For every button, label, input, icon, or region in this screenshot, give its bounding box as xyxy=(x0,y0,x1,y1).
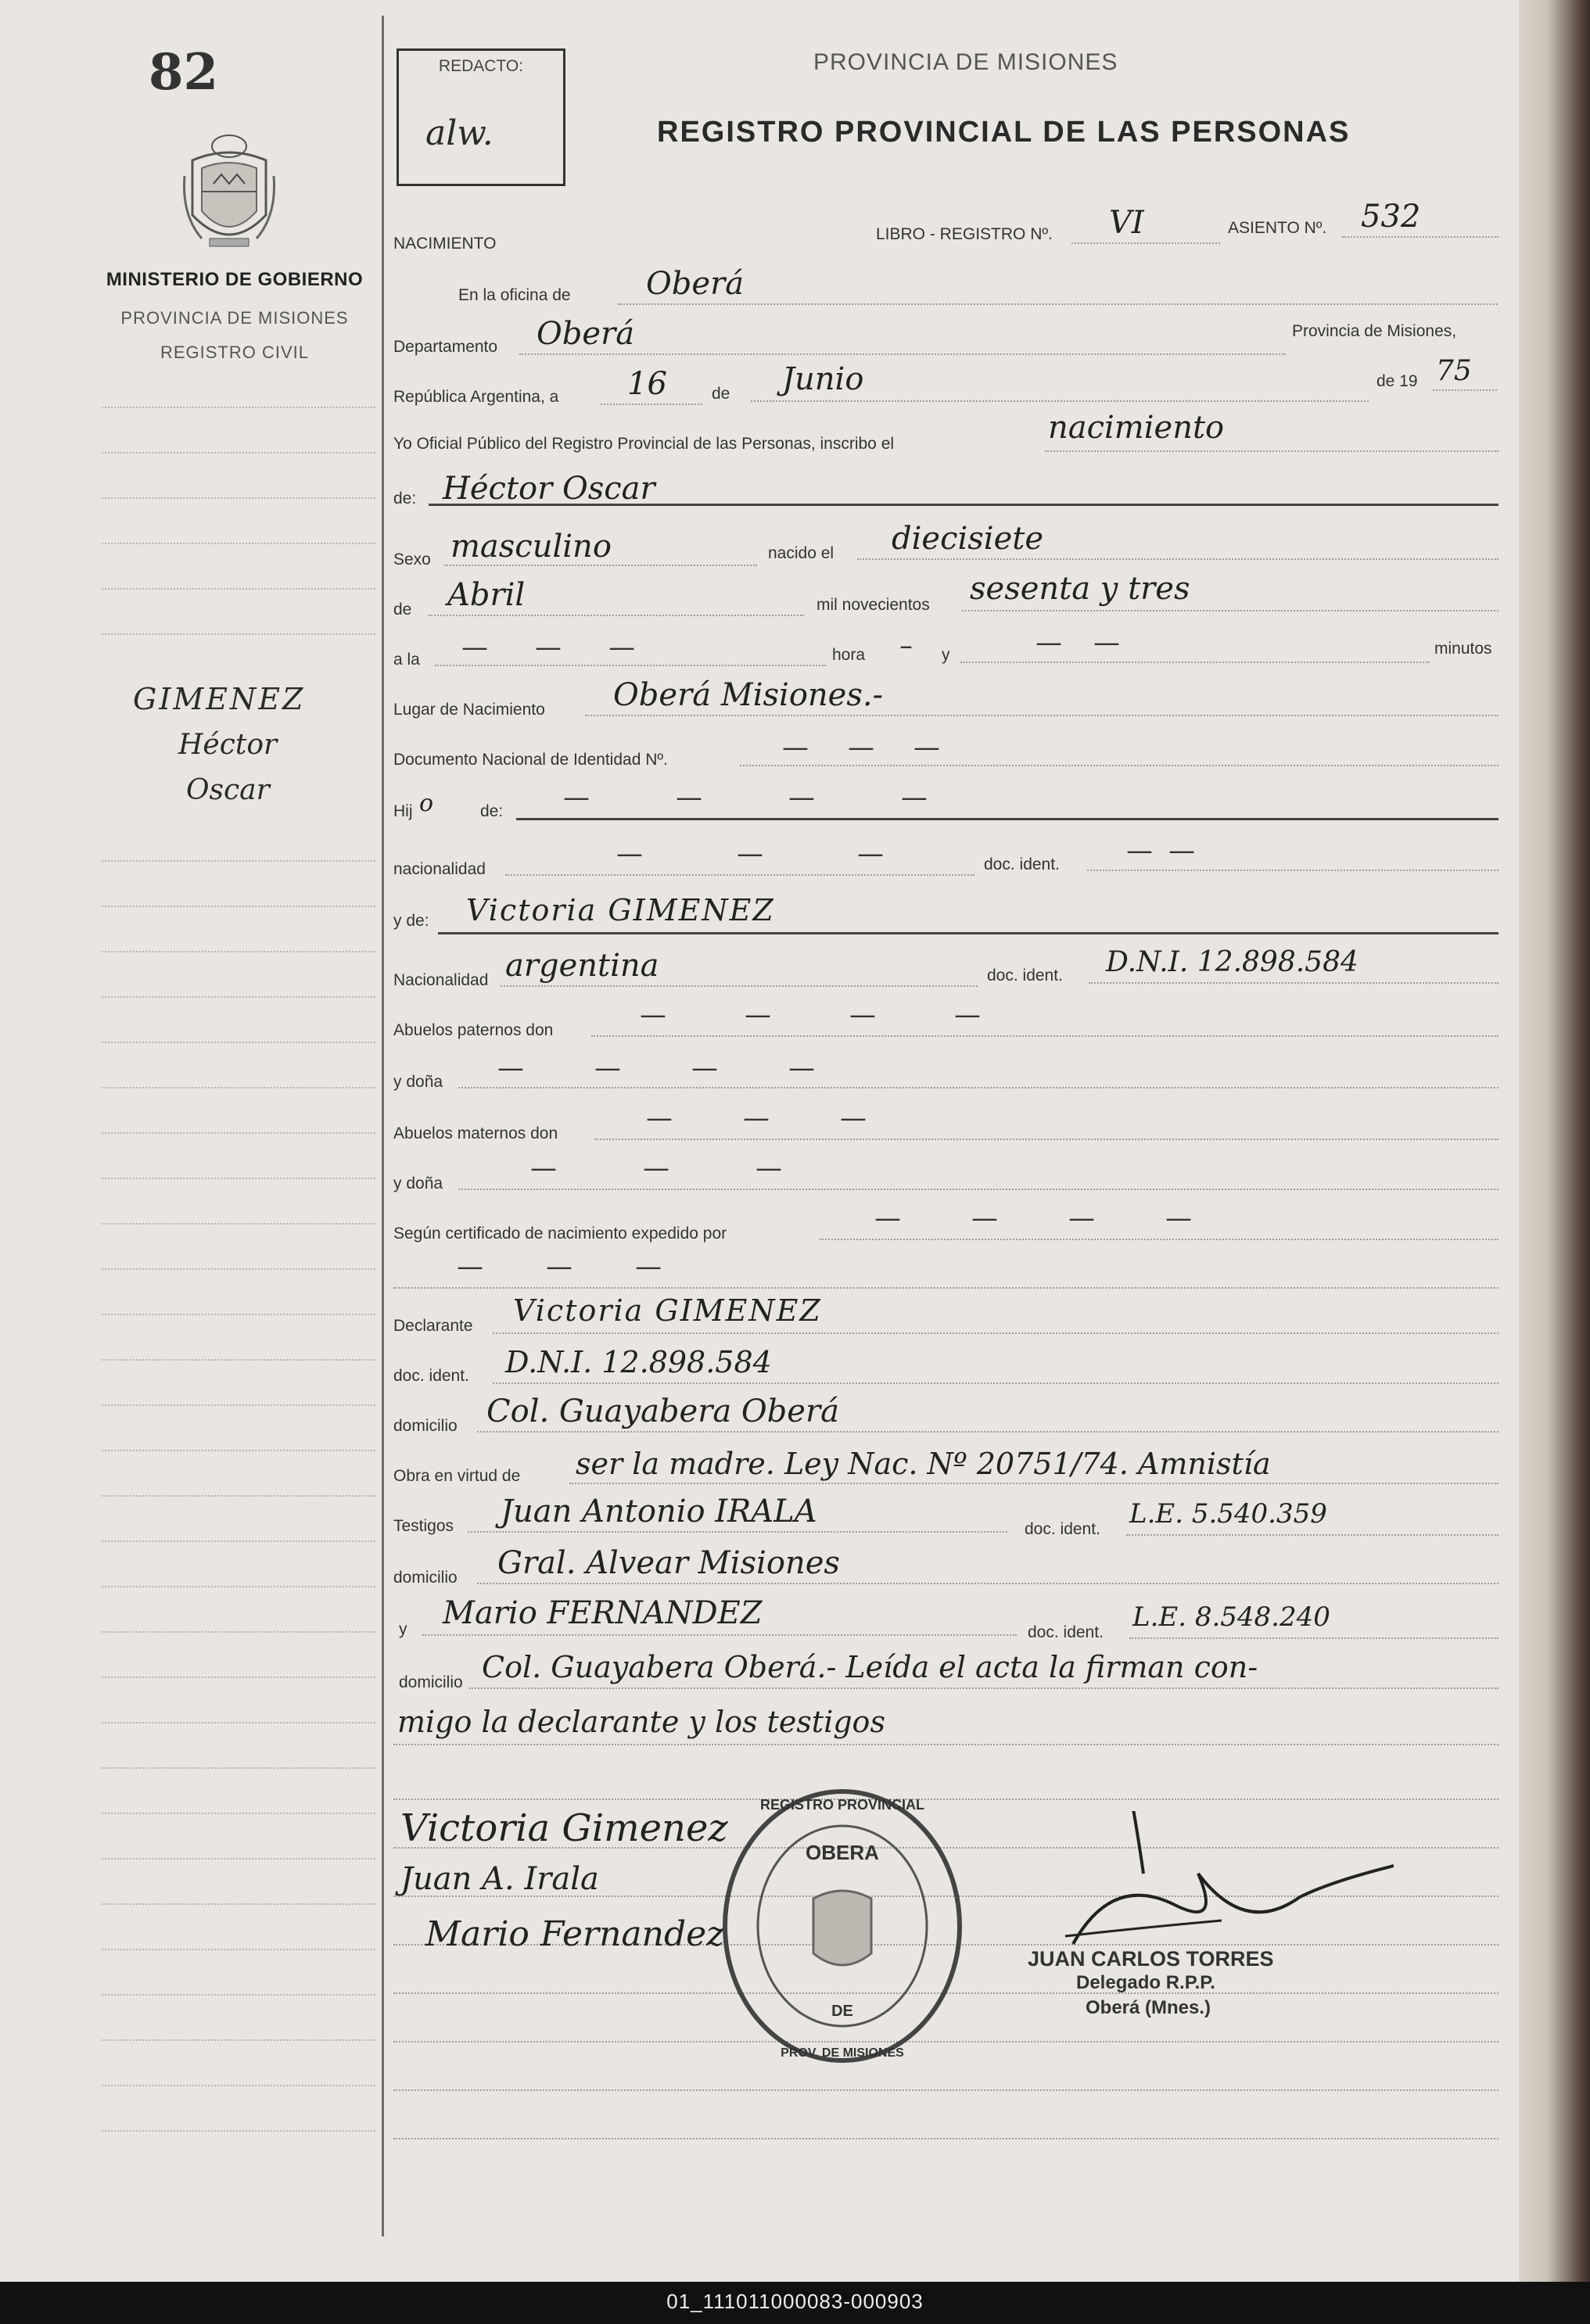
redacto-label: REDACTO: xyxy=(438,57,524,75)
minutos-dashes: —— xyxy=(1035,627,1151,658)
registry-title: REGISTRO PROVINCIAL DE LAS PERSONAS xyxy=(657,116,1351,149)
testigo2-doc-value: L.E. 8.548.240 xyxy=(1132,1601,1330,1633)
signature-witness-2: Mario Fernandez xyxy=(425,1914,725,1954)
blank-line xyxy=(393,2138,1498,2139)
minutos-label: minutos xyxy=(1434,640,1492,658)
margin-rule xyxy=(102,497,375,499)
margin-rule xyxy=(102,1677,375,1678)
doc-ident2-line xyxy=(1089,982,1498,984)
margin-rule xyxy=(102,1858,375,1860)
margin-rule xyxy=(102,1994,375,1996)
nacionalidad-label: nacionalidad xyxy=(393,860,486,878)
margin-rule xyxy=(102,1359,375,1361)
margin-rule xyxy=(102,1132,375,1134)
mes-nac-value: Abril xyxy=(447,577,526,613)
mes-de-label: de xyxy=(393,601,412,619)
mil-label: mil novecientos xyxy=(817,596,930,614)
acto-value: nacimiento xyxy=(1048,410,1225,446)
testigo1-doc-line xyxy=(1126,1534,1498,1536)
svg-text:DE: DE xyxy=(831,2003,853,2020)
segun-line-2 xyxy=(393,1287,1498,1289)
svg-text:PROV. DE MISIONES: PROV. DE MISIONES xyxy=(781,2046,904,2060)
anio-line xyxy=(962,610,1498,611)
signature-declarante: Victoria Gimenez xyxy=(400,1806,728,1850)
y2-label: y xyxy=(399,1620,407,1638)
margin-line xyxy=(382,16,384,2236)
nacionalidad2-value: argentina xyxy=(505,948,659,984)
margin-rule xyxy=(102,1404,375,1406)
y-dona-label: y doña xyxy=(393,1073,443,1091)
segun-line xyxy=(820,1239,1498,1240)
margin-rule xyxy=(102,1631,375,1633)
oficina-label: En la oficina de xyxy=(458,286,571,304)
margin-rule xyxy=(102,1042,375,1043)
margin-rule xyxy=(102,452,375,454)
margin-rule xyxy=(102,1223,375,1225)
sexo-label: Sexo xyxy=(393,551,431,568)
y-dona-dashes: ———— xyxy=(497,1053,885,1084)
svg-text:OBERA: OBERA xyxy=(806,1841,879,1864)
province-header: PROVINCIA DE MISIONES xyxy=(813,49,1118,75)
margin-rule xyxy=(102,1314,375,1315)
departamento-value: Oberá xyxy=(537,316,635,352)
hijo-label: Hij xyxy=(393,802,413,820)
margin-rule xyxy=(102,1495,375,1497)
coat-of-arms-icon xyxy=(178,129,280,254)
margin-rule xyxy=(102,1540,375,1542)
dom1-line xyxy=(477,1583,1498,1584)
oficial-label: Yo Oficial Público del Registro Provincial de las Personas, inscribo el xyxy=(393,435,895,453)
year-label: de 19 xyxy=(1376,372,1418,390)
anio-nac-value: sesenta y tres xyxy=(970,571,1190,607)
a-la-line xyxy=(435,665,826,666)
margin-rule xyxy=(102,1903,375,1905)
margin-rule xyxy=(102,1268,375,1270)
madre-line xyxy=(438,932,1498,934)
margin-rule xyxy=(102,1813,375,1814)
margin-rule xyxy=(102,1178,375,1179)
republica-label: República Argentina, a xyxy=(393,388,559,406)
de-label: de xyxy=(712,385,730,403)
domicilio-value: Col. Guayabera Oberá xyxy=(486,1393,839,1429)
testigo2-value: Mario FERNANDEZ xyxy=(443,1595,763,1631)
day-value: 16 xyxy=(627,366,667,402)
registry-stamp-icon xyxy=(713,1781,971,2071)
margin-rule xyxy=(102,860,375,862)
nacionalidad-dashes: ——— xyxy=(616,838,978,870)
abuelos-pat-label: Abuelos paternos don xyxy=(393,1021,554,1039)
doc-ident-label: doc. ident. xyxy=(984,855,1060,873)
margin-rule xyxy=(102,2130,375,2132)
a-la-dashes: ——— xyxy=(461,632,682,663)
y-dona2-line xyxy=(458,1189,1498,1190)
margin-rule xyxy=(102,1586,375,1587)
y-de-label: y de: xyxy=(393,912,429,930)
nacionalidad2-label: Nacionalidad xyxy=(393,971,489,989)
madre-value: Victoria GIMENEZ xyxy=(466,893,775,927)
doc-ident2-value: D.N.I. 12.898.584 xyxy=(1106,946,1358,978)
padre-dashes: ———— xyxy=(563,782,1014,813)
ministry-label: MINISTERIO DE GOBIERNO xyxy=(106,269,364,290)
officer-signature-icon xyxy=(1018,1811,1394,1967)
margin-rule xyxy=(102,407,375,408)
civil-registry-label: REGISTRO CIVIL xyxy=(160,343,310,362)
dom1-value: Gral. Alvear Misiones xyxy=(497,1545,840,1581)
doc-ident-dashes: —— xyxy=(1126,835,1211,866)
day-line xyxy=(601,403,702,405)
page-edge xyxy=(1519,0,1590,2282)
asiento-line xyxy=(1342,236,1498,238)
padre-line xyxy=(516,818,1498,820)
lugar-value: Oberá Misiones.- xyxy=(613,677,884,713)
obra-label: Obra en virtud de xyxy=(393,1467,521,1485)
nacionalidad-line xyxy=(505,874,974,876)
province-label: PROVINCIA DE MISIONES xyxy=(120,308,349,328)
testigo1-doc-label: doc. ident. xyxy=(1025,1520,1100,1538)
year-value: 75 xyxy=(1436,355,1472,387)
y-dona-line xyxy=(458,1087,1498,1088)
margin-rule xyxy=(102,1767,375,1769)
dni-line xyxy=(740,765,1498,766)
image-caption: 01_111011000083-000903 xyxy=(666,2290,924,2313)
doc-ident2-label: doc. ident. xyxy=(987,967,1063,984)
dom2-line xyxy=(469,1687,1498,1689)
margin-rule xyxy=(102,1087,375,1088)
segun-label: Según certificado de nacimiento expedido por xyxy=(393,1225,727,1243)
testigos-label: Testigos xyxy=(393,1517,454,1535)
dom2-line-2 xyxy=(393,1744,1498,1745)
redacto-initials: alw. xyxy=(425,113,494,153)
segun-dashes-2: ——— xyxy=(457,1251,724,1282)
testigo1-value: Juan Antonio IRALA xyxy=(501,1494,817,1530)
nacionalidad2-line xyxy=(501,985,978,987)
signature-witness-1: Juan A. Irala xyxy=(400,1861,599,1897)
nacido-line xyxy=(857,558,1498,560)
obra-value: ser la madre. Ley Nac. Nº 20751/74. Amnistía xyxy=(576,1447,1271,1481)
declarante-value: Victoria GIMENEZ xyxy=(513,1293,822,1328)
svg-text:REGISTRO PROVINCIAL: REGISTRO PROVINCIAL xyxy=(759,1797,925,1813)
hijo-de-label: de: xyxy=(480,802,504,820)
dom2-value: Col. Guayabera Oberá.- Leída el acta la firman con- xyxy=(482,1650,1258,1684)
year-line xyxy=(1433,389,1497,391)
decl-doc-value: D.N.I. 12.898.584 xyxy=(505,1345,772,1379)
testigo1-doc-value: L.E. 5.540.359 xyxy=(1129,1498,1327,1530)
month-value: Junio xyxy=(782,361,864,397)
margin-rule xyxy=(102,2039,375,2041)
dni-dashes: ——— xyxy=(782,732,979,763)
lugar-line xyxy=(585,715,1498,716)
nacimiento-label: NACIMIENTO xyxy=(393,235,497,253)
margin-middle-name: Oscar xyxy=(186,774,270,806)
asiento-label: ASIENTO Nº. xyxy=(1228,219,1327,237)
decl-doc-line xyxy=(493,1383,1498,1384)
mes-line xyxy=(429,615,804,616)
acto-line xyxy=(1045,450,1498,452)
departamento-label: Departamento xyxy=(393,338,498,356)
libro-value: VI xyxy=(1109,205,1144,241)
minutos-line xyxy=(960,662,1430,663)
month-line xyxy=(751,400,1369,402)
page-number: 82 xyxy=(149,43,219,102)
officer-title: Delegado R.P.P. xyxy=(1076,1972,1215,1993)
hora-label: hora xyxy=(832,646,866,664)
hora-dash: – xyxy=(899,630,913,662)
abuelos-mat-label: Abuelos maternos don xyxy=(393,1124,558,1142)
dom2-label: domicilio xyxy=(399,1673,463,1691)
sexo-line xyxy=(444,565,757,566)
abuelos-mat-dashes: ——— xyxy=(646,1103,937,1134)
margin-first-name: Héctor xyxy=(178,729,278,761)
dom1-label: domicilio xyxy=(393,1569,458,1587)
officer-name: JUAN CARLOS TORRES xyxy=(1028,1947,1274,1971)
declarante-line xyxy=(493,1332,1498,1334)
sexo-value: masculino xyxy=(450,529,612,565)
segun-dashes: ———— xyxy=(874,1203,1262,1234)
y-label: y xyxy=(942,646,950,664)
margin-rule xyxy=(102,951,375,952)
asiento-value: 532 xyxy=(1361,199,1421,235)
nacido-label: nacido el xyxy=(768,544,834,562)
margin-rule xyxy=(102,543,375,544)
a-la-label: a la xyxy=(393,651,420,669)
margin-rule xyxy=(102,1949,375,1950)
decl-doc-label: doc. ident. xyxy=(393,1367,469,1385)
margin-rule xyxy=(102,906,375,907)
testigo1-line xyxy=(468,1531,1007,1533)
hijo-suffix: o xyxy=(419,790,434,817)
obra-line xyxy=(569,1483,1498,1484)
libro-line xyxy=(1071,242,1220,244)
margin-surname: GIMENEZ xyxy=(133,682,306,716)
blank-line xyxy=(393,2089,1498,2091)
dni-label: Documento Nacional de Identidad Nº. xyxy=(393,751,668,769)
margin-rule xyxy=(102,1722,375,1723)
abuelos-pat-dashes: ———— xyxy=(640,999,1059,1031)
libro-label: LIBRO - REGISTRO Nº. xyxy=(876,225,1053,243)
margin-rule xyxy=(102,996,375,998)
provincia-label: Provincia de Misiones, xyxy=(1292,322,1457,340)
abuelos-pat-line xyxy=(591,1035,1498,1037)
domicilio-line xyxy=(477,1431,1498,1433)
margin-rule xyxy=(102,588,375,590)
declarante-label: Declarante xyxy=(393,1317,473,1335)
nacido-value: diecisiete xyxy=(892,521,1044,557)
dom2-continued: migo la declarante y los testigos xyxy=(397,1705,885,1739)
testigo2-line xyxy=(422,1634,1017,1636)
officer-place: Oberá (Mnes.) xyxy=(1086,1997,1211,2018)
y-dona2-label: y doña xyxy=(393,1175,443,1192)
doc-ident-line xyxy=(1087,870,1498,871)
oficina-line xyxy=(618,303,1498,305)
nombre-de-label: de: xyxy=(393,490,417,507)
margin-rule xyxy=(102,1450,375,1451)
oficina-value: Oberá xyxy=(646,266,745,302)
y-dona2-dashes: ——— xyxy=(530,1153,868,1184)
nombre-value: Héctor Oscar xyxy=(443,471,655,507)
abuelos-mat-line xyxy=(594,1139,1498,1140)
redacto-box xyxy=(397,48,565,186)
lugar-label: Lugar de Nacimiento xyxy=(393,701,545,719)
departamento-line xyxy=(519,353,1286,355)
margin-rule xyxy=(102,633,375,635)
testigo2-doc-label: doc. ident. xyxy=(1028,1623,1104,1641)
margin-rule xyxy=(102,2085,375,2086)
domicilio-label: domicilio xyxy=(393,1417,458,1435)
testigo2-doc-line xyxy=(1129,1637,1498,1639)
